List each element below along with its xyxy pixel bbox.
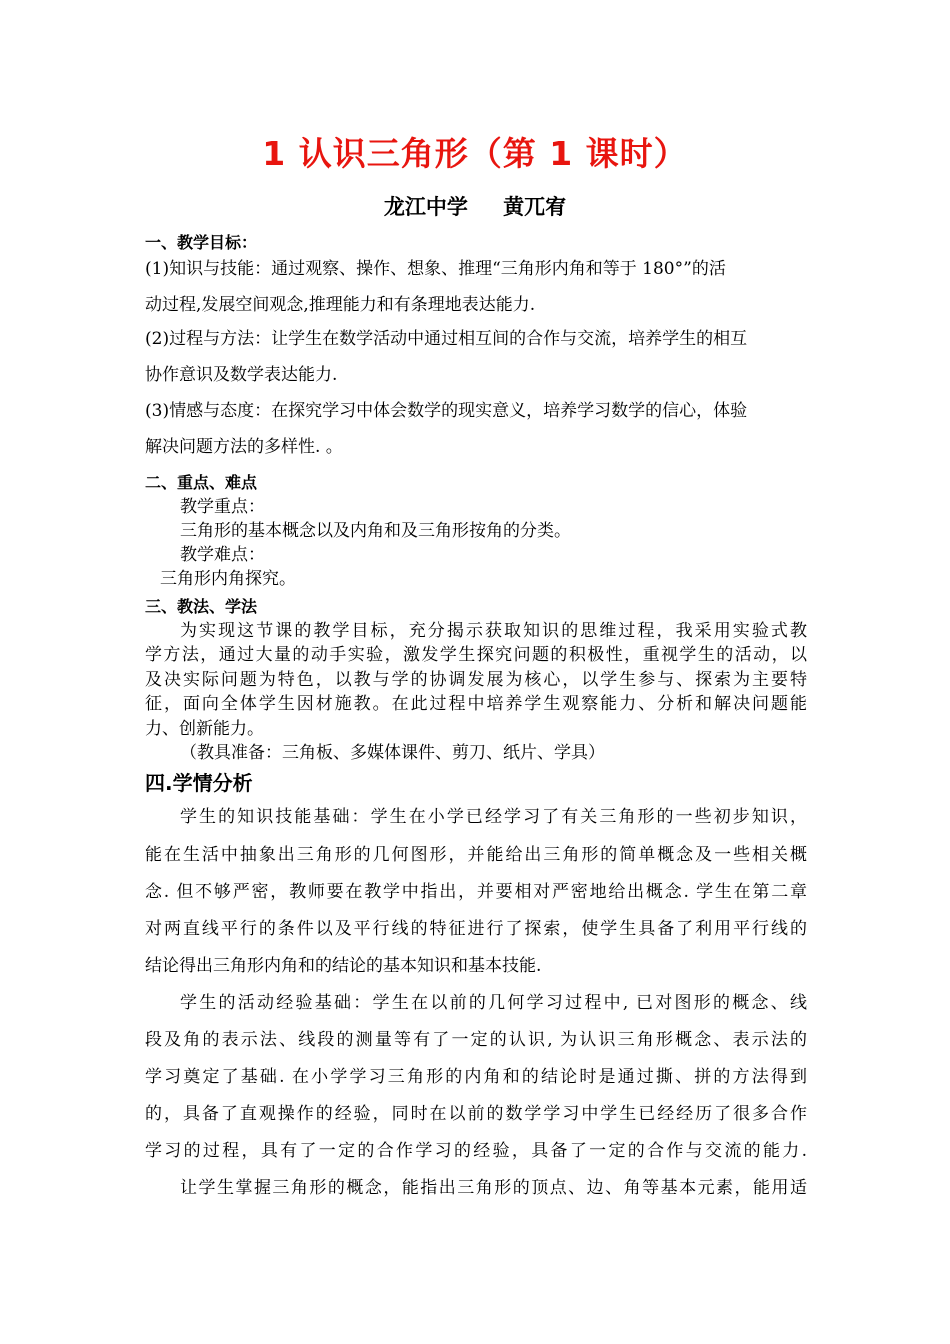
section-heading-methods: 三、教法、学法 <box>145 597 258 616</box>
goal-1-line-2: 动过程,发展空间观念,推理能力和有条理地表达能力. <box>145 295 536 315</box>
goal-1-line-1: (1)知识与技能：通过观察、操作、想象、推理“三角形内角和等于 180°”的活 <box>145 259 726 279</box>
analysis-line: 能在生活中抽象出三角形的几何图形，并能给出三角形的简单概念及一些相关概 <box>145 845 807 865</box>
analysis-line: 念. 但不够严密，教师要在教学中指出，并要相对严密地给出概念. 学生在第二章 <box>145 882 807 902</box>
methods-line: 及决实际问题为特色，以教与学的协调发展为核心，以学生参与、探索为主要特 <box>145 670 807 690</box>
author-name: 黄兀宥 <box>503 195 567 219</box>
section-heading-key-points: 二、重点、难点 <box>145 473 258 492</box>
goal-3-line-2: 解决问题方法的多样性. 。 <box>145 437 343 457</box>
analysis-line: 段及角的表示法、线段的测量等有了一定的认识, 为认识三角形概念、表示法的 <box>145 1030 807 1050</box>
goal-2-line-2: 协作意识及数学表达能力. <box>145 365 338 385</box>
analysis-line: 学习奠定了基础. 在小学学习三角形的内角和的结论时是通过撕、拼的方法得到 <box>145 1067 807 1087</box>
document-title: 1 认识三角形（第 1 课时） <box>262 134 688 173</box>
difficulty-label: 教学难点： <box>180 545 265 565</box>
key-point-text: 三角形的基本概念以及内角和及三角形按角的分类。 <box>180 521 571 541</box>
analysis-line: 的，具备了直观操作的经验，同时在以前的数学学习中学生已经经历了很多合作 <box>145 1104 807 1124</box>
author-line <box>0 191 950 221</box>
key-point-label: 教学重点： <box>180 497 265 517</box>
difficulty-text: 三角形内角探究。 <box>160 569 296 589</box>
methods-line: 为实现这节课的教学目标，充分揭示获取知识的思维过程，我采用实验式教 <box>180 621 807 641</box>
methods-line: 力、创新能力。 <box>145 719 264 739</box>
school-name: 龙江中学 <box>383 195 468 219</box>
goal-3-line-1: (3)情感与态度：在探究学习中体会数学的现实意义，培养学习数学的信心，体验 <box>145 401 748 421</box>
goal-2-line-1: (2)过程与方法：让学生在数学活动中通过相互间的合作与交流，培养学生的相互 <box>145 329 748 349</box>
methods-line: 学方法，通过大量的动手实验，激发学生探究问题的积极性，重视学生的活动，以 <box>145 645 807 665</box>
tools-line: （教具准备：三角板、多媒体课件、剪刀、纸片、学具） <box>180 743 605 763</box>
section-heading-goals: 一、教学目标： <box>145 233 258 252</box>
analysis-line: 让学生掌握三角形的概念，能指出三角形的顶点、边、角等基本元素，能用适 <box>180 1178 807 1198</box>
methods-line: 征，面向全体学生因材施教。在此过程中培养学生观察能力、分析和解决问题能 <box>145 694 807 714</box>
analysis-line: 学生的活动经验基础：学生在以前的几何学习过程中, 已对图形的概念、线 <box>180 993 807 1013</box>
analysis-line: 对两直线平行的条件以及平行线的特征进行了探索，使学生具备了利用平行线的 <box>145 919 807 939</box>
analysis-line: 学习的过程，具有了一定的合作学习的经验，具备了一定的合作与交流的能力. <box>145 1141 807 1161</box>
section-heading-student-analysis: 四.学情分析 <box>145 771 253 795</box>
analysis-line: 学生的知识技能基础：学生在小学已经学习了有关三角形的一些初步知识， <box>180 807 807 827</box>
analysis-line: 结论得出三角形内角和的结论的基本知识和基本技能. <box>145 956 542 976</box>
